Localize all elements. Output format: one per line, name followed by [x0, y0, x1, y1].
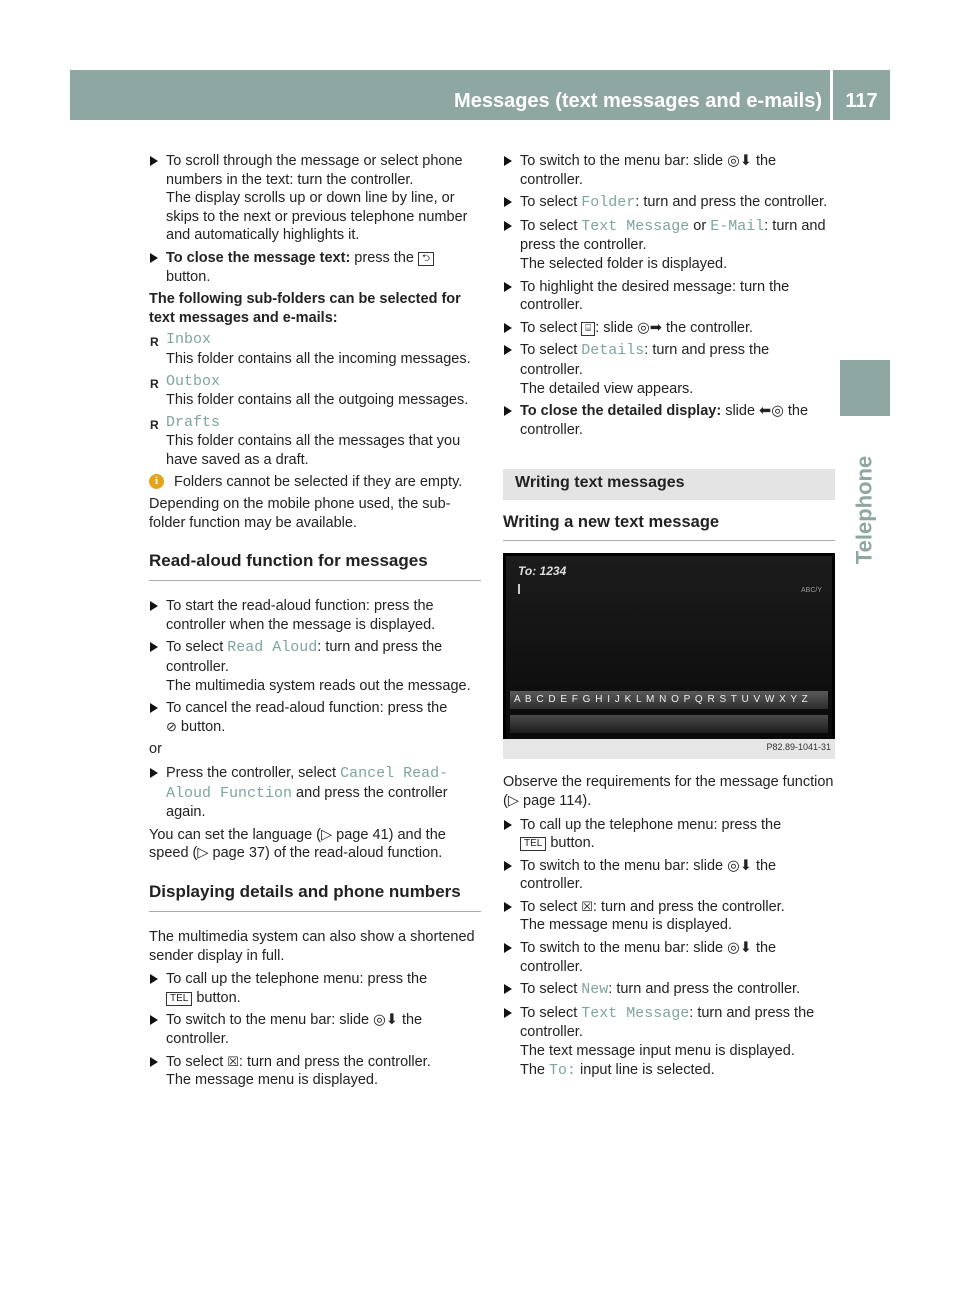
folder-drafts: Drafts — [166, 413, 221, 431]
screenshot — [503, 553, 835, 759]
section-title-details: Displaying details and phone numbers — [149, 881, 481, 912]
section-title-readaloud: Read-aloud function for messages — [149, 550, 481, 581]
step-text: To select — [520, 981, 582, 998]
step-result: The display scrolls up or down line by line, or skips to the next or previous telephone number and automatically highlights it. — [166, 190, 468, 244]
screen-to-line: To: 1234 — [518, 564, 567, 579]
step-text: : turn and press the controller. — [166, 639, 443, 676]
side-tab-label: Telephone — [851, 455, 877, 565]
paragraph: Depending on the mobile phone used, the sub-folder function may be available. — [149, 496, 451, 531]
step-text: To scroll through the message or select phone numbers in the text: turn the controller. — [166, 153, 463, 188]
step-arrow-icon — [150, 974, 158, 984]
step-arrow-icon — [504, 902, 512, 912]
tel-icon: TEL — [520, 837, 546, 851]
left-column — [149, 152, 481, 1094]
step-text: button. — [176, 718, 226, 735]
screen-mode: ABC/Y — [800, 587, 822, 595]
step — [149, 152, 481, 245]
step-text: To select — [520, 217, 582, 234]
menu-cancel-read-aloud: Cancel Read-Aloud Function — [166, 765, 449, 802]
step-text: To select — [520, 898, 582, 915]
step-bold: To close the detailed display: — [520, 403, 722, 420]
step — [503, 857, 835, 894]
step-text: : turn and press the controller. — [635, 194, 828, 211]
step-text: : slide ◎➡ the controller. — [595, 319, 754, 336]
bullet-icon: R — [150, 335, 159, 350]
step-result: The selected folder is displayed. — [520, 255, 728, 272]
step-text: slide ⬅◎ the controller. — [520, 403, 809, 438]
step-arrow-icon — [504, 1008, 512, 1018]
message-icon: ☒ — [581, 898, 593, 914]
step-arrow-icon — [504, 406, 512, 416]
right-column — [503, 152, 835, 1084]
step-text: : turn and press the controller. — [520, 217, 826, 254]
step-arrow-icon — [150, 601, 158, 611]
bullet-icon: R — [150, 376, 159, 391]
or-text: or — [149, 741, 162, 758]
step-text: button. — [166, 268, 211, 285]
step-arrow-icon — [150, 156, 158, 166]
menu-details: Details — [581, 342, 645, 360]
step-arrow-icon — [150, 1057, 158, 1067]
step-text: : turn and press the controller. — [238, 1053, 431, 1070]
step-arrow-icon — [504, 197, 512, 207]
step-bold: To close the message text: — [166, 249, 351, 266]
step-arrow-icon — [504, 282, 512, 292]
info-icon: i — [149, 474, 164, 489]
paragraph: You can set the language (▷ page 41) and the speed (▷ page 37) of the read-aloud function. — [149, 826, 446, 862]
step-text: button. — [546, 835, 595, 852]
page-title: Messages (text messages and e-mails) — [454, 90, 822, 112]
subfolders-heading: The following sub-folders can be selected for text messages and e-mails: — [149, 291, 461, 326]
step — [149, 1011, 481, 1048]
step-text: To switch to the menu bar: slide ◎⬇ the controller. — [520, 857, 777, 893]
step-text: : turn and press the controller. — [592, 898, 785, 915]
section-band: Writing text messages — [503, 469, 835, 500]
mute-icon: ⊘ — [166, 718, 177, 734]
step-text: To cancel the read-aloud function: press the — [166, 700, 448, 717]
folder-desc: This folder contains all the outgoing messages. — [166, 392, 469, 409]
menu-email: E-Mail — [710, 217, 765, 235]
step-result: The detailed view appears. — [520, 380, 694, 397]
step-arrow-icon — [504, 820, 512, 830]
step — [503, 319, 835, 338]
step-arrow-icon — [504, 323, 512, 333]
step — [503, 402, 835, 439]
step-arrow-icon — [150, 768, 158, 778]
step-text: : turn and press the controller. — [520, 342, 770, 378]
step-text: button. — [192, 989, 241, 1006]
step — [503, 341, 835, 398]
step-arrow-icon — [504, 861, 512, 871]
step-text: To select — [520, 194, 582, 211]
details-icon: ⌸ — [581, 322, 595, 336]
step-arrow-icon — [504, 943, 512, 953]
info-note — [149, 473, 481, 492]
step — [503, 193, 835, 213]
step — [503, 816, 835, 853]
step-text: : turn and press the controller. — [520, 1004, 815, 1041]
side-tab — [844, 425, 886, 595]
step — [149, 970, 481, 1007]
step — [503, 152, 835, 189]
menu-to: To: — [549, 1061, 577, 1079]
step-text: To select — [520, 342, 582, 359]
step-text: Press the controller, select — [166, 765, 341, 782]
screen-display — [506, 556, 832, 739]
step-text: press the — [350, 249, 418, 266]
back-icon: ⮌ — [418, 252, 434, 266]
step — [149, 638, 481, 695]
character-bar: A B C D E F G H I J K L M N O P Q R S T U V W X Y Z — [510, 691, 828, 709]
step-text: To highlight the desired message: turn the controller. — [520, 278, 790, 314]
page-number-box — [833, 70, 890, 120]
menu-read-aloud: Read Aloud — [227, 639, 318, 657]
list-item — [149, 330, 481, 368]
list-item — [149, 372, 481, 410]
menu-folder: Folder — [581, 194, 636, 212]
step — [149, 1053, 481, 1090]
step-arrow-icon — [150, 1015, 158, 1025]
image-reference: P82.89-1041-31 — [766, 741, 831, 752]
step — [503, 939, 835, 976]
step-text: : turn and press the controller. — [608, 981, 801, 998]
menu-text-message: Text Message — [581, 217, 690, 235]
paragraph: The multimedia system can also show a shortened sender display in full. — [149, 929, 475, 964]
tel-icon: TEL — [166, 992, 192, 1006]
page-number: 117 — [845, 90, 878, 112]
step-text: To select — [520, 1004, 582, 1021]
step-text: To select — [166, 639, 228, 656]
side-tab-marker — [840, 360, 890, 416]
step-result: The message menu is displayed. — [520, 917, 732, 934]
step-result: The message menu is displayed. — [166, 1072, 378, 1089]
step-text: To start the read-aloud function: press the controller when the message is displayed. — [166, 598, 436, 633]
step — [149, 597, 481, 634]
folder-outbox: Outbox — [166, 372, 221, 390]
step — [503, 278, 835, 315]
step-text: To select — [520, 319, 582, 336]
screen-menu-bar — [510, 715, 828, 733]
step-arrow-icon — [504, 156, 512, 166]
step — [503, 217, 835, 274]
step — [149, 699, 481, 736]
menu-new: New — [581, 981, 609, 999]
folder-desc: This folder contains all the messages that you have saved as a draft. — [166, 433, 461, 468]
step — [503, 898, 835, 935]
step-text: and press the controller again. — [166, 784, 448, 821]
step — [149, 764, 481, 822]
step-text: To call up the telephone menu: press the — [166, 971, 428, 988]
step-text: or — [689, 217, 711, 234]
step-text: To select — [166, 1053, 228, 1070]
step-arrow-icon — [504, 221, 512, 231]
step-arrow-icon — [150, 642, 158, 652]
menu-text-message: Text Message — [581, 1004, 690, 1022]
folder-inbox: Inbox — [166, 331, 212, 349]
message-icon: ☒ — [227, 1053, 239, 1069]
text-cursor — [518, 584, 520, 594]
step-arrow-icon — [504, 345, 512, 355]
info-text: Folders cannot be selected if they are empty. — [174, 473, 463, 490]
step-text: To switch to the menu bar: slide ◎⬇ the controller. — [520, 153, 777, 188]
bullet-icon: R — [150, 417, 159, 432]
step-text: To switch to the menu bar: slide ◎⬇ the controller. — [166, 1012, 423, 1047]
step-arrow-icon — [150, 253, 158, 263]
step — [503, 1004, 835, 1080]
screen-caption-strip — [503, 739, 835, 759]
subsection-title: Writing a new text message — [503, 512, 835, 541]
step-arrow-icon — [504, 984, 512, 994]
step-arrow-icon — [150, 703, 158, 713]
step — [503, 980, 835, 1000]
step — [149, 249, 481, 286]
folder-desc: This folder contains all the incoming messages. — [166, 350, 471, 367]
paragraph: Observe the requirements for the message function (▷ page 114). — [503, 774, 834, 809]
step-text: To switch to the menu bar: slide ◎⬇ the controller. — [520, 940, 777, 975]
step-text: To call up the telephone menu: press the — [520, 816, 782, 833]
list-item — [149, 413, 481, 470]
header-bar — [70, 70, 830, 120]
step-result: The multimedia system reads out the message. — [166, 677, 471, 694]
step-result: The text message input menu is displayed. — [520, 1043, 795, 1060]
step-result: input line is selected. — [576, 1061, 715, 1078]
step-result: The — [520, 1061, 550, 1078]
